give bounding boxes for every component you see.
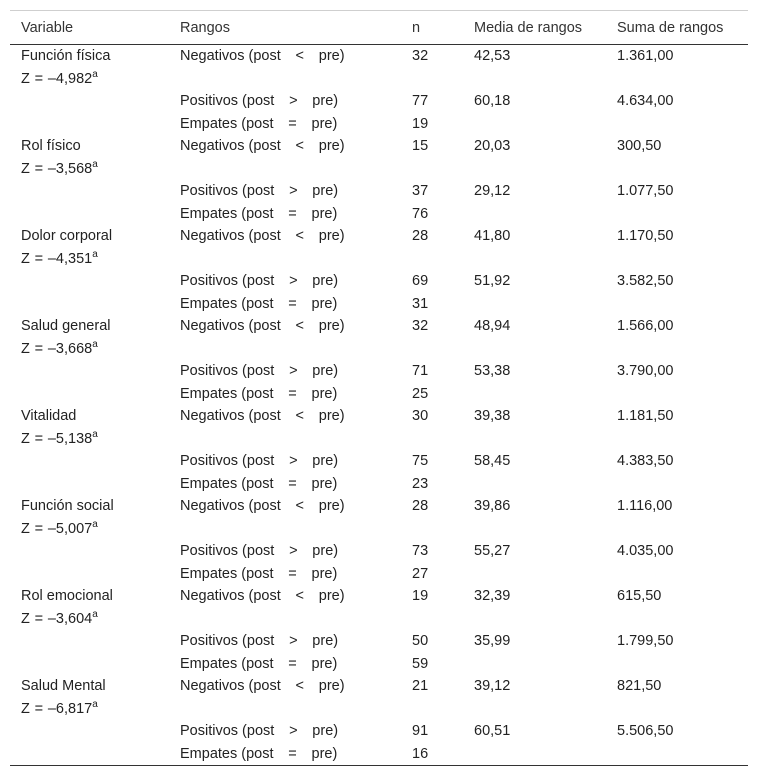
variable-cell-empty — [10, 653, 169, 676]
z-value: –3,604 — [47, 610, 93, 627]
suma-cell-empty — [606, 203, 748, 226]
table-row-empates — [10, 113, 748, 136]
rango-cell — [169, 293, 401, 316]
n-cell: 77 — [412, 93, 429, 109]
suma-cell-empty — [606, 473, 748, 496]
rango-empates-label: Empates (post — [180, 745, 274, 762]
table-row-empates — [10, 743, 748, 766]
rango-pre-label: pre) — [312, 453, 339, 469]
suma-cell: 821,50 — [617, 678, 662, 694]
rango-cell — [169, 203, 401, 226]
rango-cell — [169, 90, 401, 113]
media-cell-empty — [463, 113, 606, 136]
z-statistic — [21, 608, 169, 631]
media-cell: 60,18 — [474, 93, 511, 109]
z-statistic — [21, 428, 169, 451]
suma-cell: 1.566,00 — [617, 318, 674, 334]
suma-cell: 4.035,00 — [617, 543, 674, 559]
rango-pre-label: pre) — [311, 295, 338, 312]
suma-cell-empty — [606, 563, 748, 586]
rango-cell — [169, 315, 401, 360]
z-label: Z — [21, 520, 30, 537]
z-label: Z — [21, 160, 30, 177]
media-cell-empty — [463, 743, 606, 766]
variable-cell-empty — [10, 743, 169, 766]
z-value: –4,982 — [47, 70, 93, 87]
rango-cell — [169, 180, 401, 203]
z-superscript: a — [92, 68, 98, 80]
variable-cell-empty — [10, 563, 169, 586]
equals-symbol: = — [288, 745, 297, 762]
z-label: Z — [21, 70, 30, 87]
rango-empates-label: Empates (post — [180, 295, 274, 312]
n-cell: 31 — [412, 295, 429, 312]
n-cell: 21 — [412, 678, 429, 694]
rango-pre-label: pre) — [311, 475, 338, 492]
media-cell: 60,51 — [474, 723, 511, 739]
media-cell: 29,12 — [474, 183, 511, 199]
rango-empates-label: Empates (post — [180, 385, 274, 402]
z-equals: = — [34, 250, 44, 267]
n-cell: 75 — [412, 453, 429, 469]
rango-cell — [169, 405, 401, 450]
rango-cell — [169, 270, 401, 293]
media-cell: 39,38 — [474, 408, 511, 424]
variable-cell-empty — [10, 360, 169, 383]
table-row-positivos — [10, 630, 748, 653]
suma-cell-empty — [606, 383, 748, 406]
media-cell-empty — [463, 383, 606, 406]
n-cell: 25 — [412, 385, 429, 402]
rango-cell — [169, 540, 401, 563]
z-value: –3,568 — [47, 160, 93, 177]
table-row-positivos — [10, 450, 748, 473]
variable-cell-empty — [10, 450, 169, 473]
rango-pre-label: pre) — [318, 588, 345, 604]
rango-cell — [169, 630, 401, 653]
rango-positivos-label: Positivos (post — [180, 453, 275, 469]
variable-name: Salud general — [21, 318, 111, 334]
rango-cell — [169, 495, 401, 540]
rango-pre-label: pre) — [312, 273, 339, 289]
table-body — [10, 45, 748, 766]
suma-cell: 1.077,50 — [617, 183, 674, 199]
table-row-negativos — [10, 225, 748, 270]
table-row-empates — [10, 383, 748, 406]
media-cell-empty — [463, 473, 606, 496]
media-cell-empty — [463, 293, 606, 316]
less-than-symbol: < — [295, 588, 304, 604]
rango-positivos-label: Positivos (post — [180, 633, 275, 649]
table-row-negativos — [10, 405, 748, 450]
media-cell: 39,12 — [474, 678, 511, 694]
table-row-empates — [10, 473, 748, 496]
rango-pre-label: pre) — [311, 115, 338, 132]
table-row-positivos — [10, 360, 748, 383]
media-cell: 48,94 — [474, 318, 511, 334]
n-cell: 37 — [412, 183, 429, 199]
equals-symbol: = — [288, 475, 297, 492]
rango-empates-label: Empates (post — [180, 115, 274, 132]
variable-cell — [10, 45, 169, 91]
rango-empates-label: Empates (post — [180, 205, 274, 222]
media-cell: 42,53 — [474, 48, 511, 64]
rango-pre-label: pre) — [312, 93, 339, 109]
table-row-positivos — [10, 540, 748, 563]
header-rangos: Rangos — [169, 11, 401, 45]
z-superscript: a — [92, 338, 98, 350]
z-value: –6,817 — [47, 700, 93, 717]
z-superscript: a — [92, 248, 98, 260]
variable-name: Rol emocional — [21, 588, 113, 604]
z-superscript: a — [92, 428, 98, 440]
suma-cell: 1.181,50 — [617, 408, 674, 424]
rango-cell — [169, 743, 401, 766]
table-row-empates — [10, 203, 748, 226]
z-value: –5,007 — [47, 520, 93, 537]
variable-cell — [10, 495, 169, 540]
z-superscript: a — [92, 158, 98, 170]
header-row — [10, 11, 748, 45]
less-than-symbol: < — [295, 408, 304, 424]
n-cell: 30 — [412, 408, 429, 424]
rango-cell — [169, 360, 401, 383]
greater-than-symbol: > — [289, 363, 298, 379]
media-cell: 58,45 — [474, 453, 511, 469]
variable-cell — [10, 405, 169, 450]
suma-cell: 1.170,50 — [617, 228, 674, 244]
z-equals: = — [34, 340, 44, 357]
wilcoxon-ranks-table — [10, 10, 748, 766]
rango-cell — [169, 135, 401, 180]
rango-pre-label: pre) — [311, 655, 338, 672]
rango-cell — [169, 225, 401, 270]
equals-symbol: = — [288, 565, 297, 582]
media-cell: 39,86 — [474, 498, 511, 514]
z-statistic — [21, 518, 169, 541]
z-value: –4,351 — [47, 250, 93, 267]
variable-cell — [10, 585, 169, 630]
suma-cell: 3.582,50 — [617, 273, 674, 289]
rango-pre-label: pre) — [318, 48, 345, 64]
z-equals: = — [34, 430, 44, 447]
rango-pre-label: pre) — [312, 363, 339, 379]
equals-symbol: = — [288, 655, 297, 672]
rango-cell — [169, 720, 401, 743]
table-row-negativos — [10, 675, 748, 720]
rango-negativos-label: Negativos (post — [180, 678, 281, 694]
suma-cell: 1.799,50 — [617, 633, 674, 649]
suma-cell-empty — [606, 743, 748, 766]
z-label: Z — [21, 700, 30, 717]
variable-cell — [10, 225, 169, 270]
suma-cell: 4.383,50 — [617, 453, 674, 469]
rango-cell — [169, 653, 401, 676]
rango-pre-label: pre) — [318, 228, 345, 244]
greater-than-symbol: > — [289, 723, 298, 739]
media-cell: 55,27 — [474, 543, 511, 559]
rango-empates-label: Empates (post — [180, 655, 274, 672]
variable-name: Salud Mental — [21, 678, 106, 694]
variable-name: Vitalidad — [21, 408, 77, 424]
z-statistic — [21, 338, 169, 361]
z-superscript: a — [92, 698, 98, 710]
rango-pre-label: pre) — [312, 183, 339, 199]
z-label: Z — [21, 250, 30, 267]
n-cell: 23 — [412, 475, 429, 492]
rango-cell — [169, 585, 401, 630]
z-value: –5,138 — [47, 430, 93, 447]
z-statistic — [21, 68, 169, 91]
rango-negativos-label: Negativos (post — [180, 318, 281, 334]
variable-cell-empty — [10, 720, 169, 743]
rango-pre-label: pre) — [318, 408, 345, 424]
variable-cell-empty — [10, 270, 169, 293]
table-row-empates — [10, 293, 748, 316]
media-cell-empty — [463, 203, 606, 226]
variable-name: Función física — [21, 48, 111, 64]
rango-negativos-label: Negativos (post — [180, 588, 281, 604]
n-cell: 27 — [412, 565, 429, 582]
suma-cell: 1.361,00 — [617, 48, 674, 64]
header-variable: Variable — [10, 11, 169, 45]
z-equals: = — [34, 520, 44, 537]
n-cell: 19 — [412, 588, 429, 604]
variable-name: Rol físico — [21, 138, 81, 154]
n-cell: 59 — [412, 655, 429, 672]
z-statistic — [21, 158, 169, 181]
rango-negativos-label: Negativos (post — [180, 228, 281, 244]
rango-positivos-label: Positivos (post — [180, 723, 275, 739]
greater-than-symbol: > — [289, 543, 298, 559]
less-than-symbol: < — [295, 678, 304, 694]
table-row-empates — [10, 653, 748, 676]
rango-negativos-label: Negativos (post — [180, 408, 281, 424]
variable-name: Función social — [21, 498, 114, 514]
variable-cell-empty — [10, 90, 169, 113]
table-row-negativos — [10, 585, 748, 630]
rango-positivos-label: Positivos (post — [180, 183, 275, 199]
z-statistic — [21, 248, 169, 271]
z-statistic — [21, 698, 169, 721]
rango-cell — [169, 113, 401, 136]
variable-cell-empty — [10, 473, 169, 496]
z-equals: = — [34, 70, 44, 87]
suma-cell: 4.634,00 — [617, 93, 674, 109]
suma-cell-empty — [606, 653, 748, 676]
variable-cell-empty — [10, 180, 169, 203]
suma-cell: 1.116,00 — [617, 498, 673, 514]
media-cell: 35,99 — [474, 633, 511, 649]
n-cell: 16 — [401, 743, 463, 766]
equals-symbol: = — [288, 385, 297, 402]
n-cell: 71 — [412, 363, 429, 379]
n-cell: 28 — [412, 498, 429, 514]
variable-cell-empty — [10, 113, 169, 136]
n-cell: 91 — [412, 723, 429, 739]
media-cell: 51,92 — [474, 273, 511, 289]
variable-cell — [10, 135, 169, 180]
rango-pre-label: pre) — [311, 565, 338, 582]
equals-symbol: = — [288, 115, 297, 132]
media-cell: 53,38 — [474, 363, 511, 379]
variable-cell — [10, 315, 169, 360]
rango-negativos-label: Negativos (post — [180, 498, 281, 514]
n-cell: 69 — [412, 273, 429, 289]
equals-symbol: = — [288, 295, 297, 312]
header-n: n — [401, 11, 463, 45]
variable-cell-empty — [10, 540, 169, 563]
z-label: Z — [21, 610, 30, 627]
variable-cell-empty — [10, 630, 169, 653]
variable-cell-empty — [10, 203, 169, 226]
z-label: Z — [21, 340, 30, 357]
greater-than-symbol: > — [289, 453, 298, 469]
rango-cell — [169, 45, 401, 91]
equals-symbol: = — [288, 205, 297, 222]
table-row-empates — [10, 563, 748, 586]
variable-name: Dolor corporal — [21, 228, 113, 244]
table-row-positivos — [10, 90, 748, 113]
z-superscript: a — [92, 518, 98, 530]
suma-cell: 5.506,50 — [617, 723, 674, 739]
less-than-symbol: < — [295, 498, 304, 514]
rango-negativos-label: Negativos (post — [180, 138, 281, 154]
rango-pre-label: pre) — [311, 385, 338, 402]
rango-pre-label: pre) — [312, 543, 339, 559]
rango-positivos-label: Positivos (post — [180, 363, 275, 379]
header-media-de-rangos: Media de rangos — [463, 11, 606, 45]
rango-empates-label: Empates (post — [180, 475, 274, 492]
media-cell: 41,80 — [474, 228, 511, 244]
rango-pre-label: pre) — [311, 205, 338, 222]
header-suma-de-rangos: Suma de rangos — [606, 11, 748, 45]
variable-cell-empty — [10, 383, 169, 406]
rango-pre-label: pre) — [311, 745, 338, 762]
n-cell: 50 — [412, 633, 429, 649]
suma-cell-empty — [606, 293, 748, 316]
rango-pre-label: pre) — [318, 498, 345, 514]
z-equals: = — [34, 610, 44, 627]
n-cell: 73 — [412, 543, 429, 559]
z-value: –3,668 — [47, 340, 93, 357]
rango-cell — [169, 563, 401, 586]
media-cell-empty — [463, 563, 606, 586]
less-than-symbol: < — [295, 48, 304, 64]
table-row-negativos — [10, 495, 748, 540]
rango-positivos-label: Positivos (post — [180, 93, 275, 109]
variable-cell-empty — [10, 293, 169, 316]
z-superscript: a — [92, 608, 98, 620]
n-cell: 32 — [412, 48, 429, 64]
suma-cell: 615,50 — [617, 588, 662, 604]
variable-cell — [10, 675, 169, 720]
n-cell: 76 — [412, 205, 429, 222]
media-cell-empty — [463, 653, 606, 676]
n-cell: 28 — [412, 228, 429, 244]
table-row-negativos — [10, 315, 748, 360]
z-equals: = — [34, 160, 44, 177]
rango-positivos-label: Positivos (post — [180, 543, 275, 559]
rango-pre-label: pre) — [312, 723, 339, 739]
media-cell: 20,03 — [474, 138, 511, 154]
table-row-positivos — [10, 720, 748, 743]
rango-positivos-label: Positivos (post — [180, 273, 275, 289]
rango-empates-label: Empates (post — [180, 565, 274, 582]
suma-cell-empty — [606, 113, 748, 136]
table-row-negativos — [10, 135, 748, 180]
rango-pre-label: pre) — [318, 318, 345, 334]
z-equals: = — [34, 700, 44, 717]
rango-pre-label: pre) — [318, 138, 345, 154]
greater-than-symbol: > — [289, 93, 298, 109]
rango-negativos-label: Negativos (post — [180, 48, 281, 64]
z-label: Z — [21, 430, 30, 447]
table-row-negativos — [10, 45, 748, 91]
less-than-symbol: < — [295, 138, 304, 154]
table-row-positivos — [10, 180, 748, 203]
table-row-positivos — [10, 270, 748, 293]
greater-than-symbol: > — [289, 633, 298, 649]
greater-than-symbol: > — [289, 273, 298, 289]
rango-pre-label: pre) — [318, 678, 345, 694]
less-than-symbol: < — [295, 318, 304, 334]
greater-than-symbol: > — [289, 183, 298, 199]
suma-cell: 3.790,00 — [617, 363, 674, 379]
n-cell: 32 — [412, 318, 429, 334]
rango-cell — [169, 383, 401, 406]
suma-cell: 300,50 — [617, 138, 662, 154]
rango-pre-label: pre) — [312, 633, 339, 649]
less-than-symbol: < — [295, 228, 304, 244]
rango-cell — [169, 473, 401, 496]
rango-cell — [169, 450, 401, 473]
n-cell: 19 — [412, 115, 429, 132]
rango-cell — [169, 675, 401, 720]
n-cell: 15 — [412, 138, 429, 154]
media-cell: 32,39 — [474, 588, 511, 604]
